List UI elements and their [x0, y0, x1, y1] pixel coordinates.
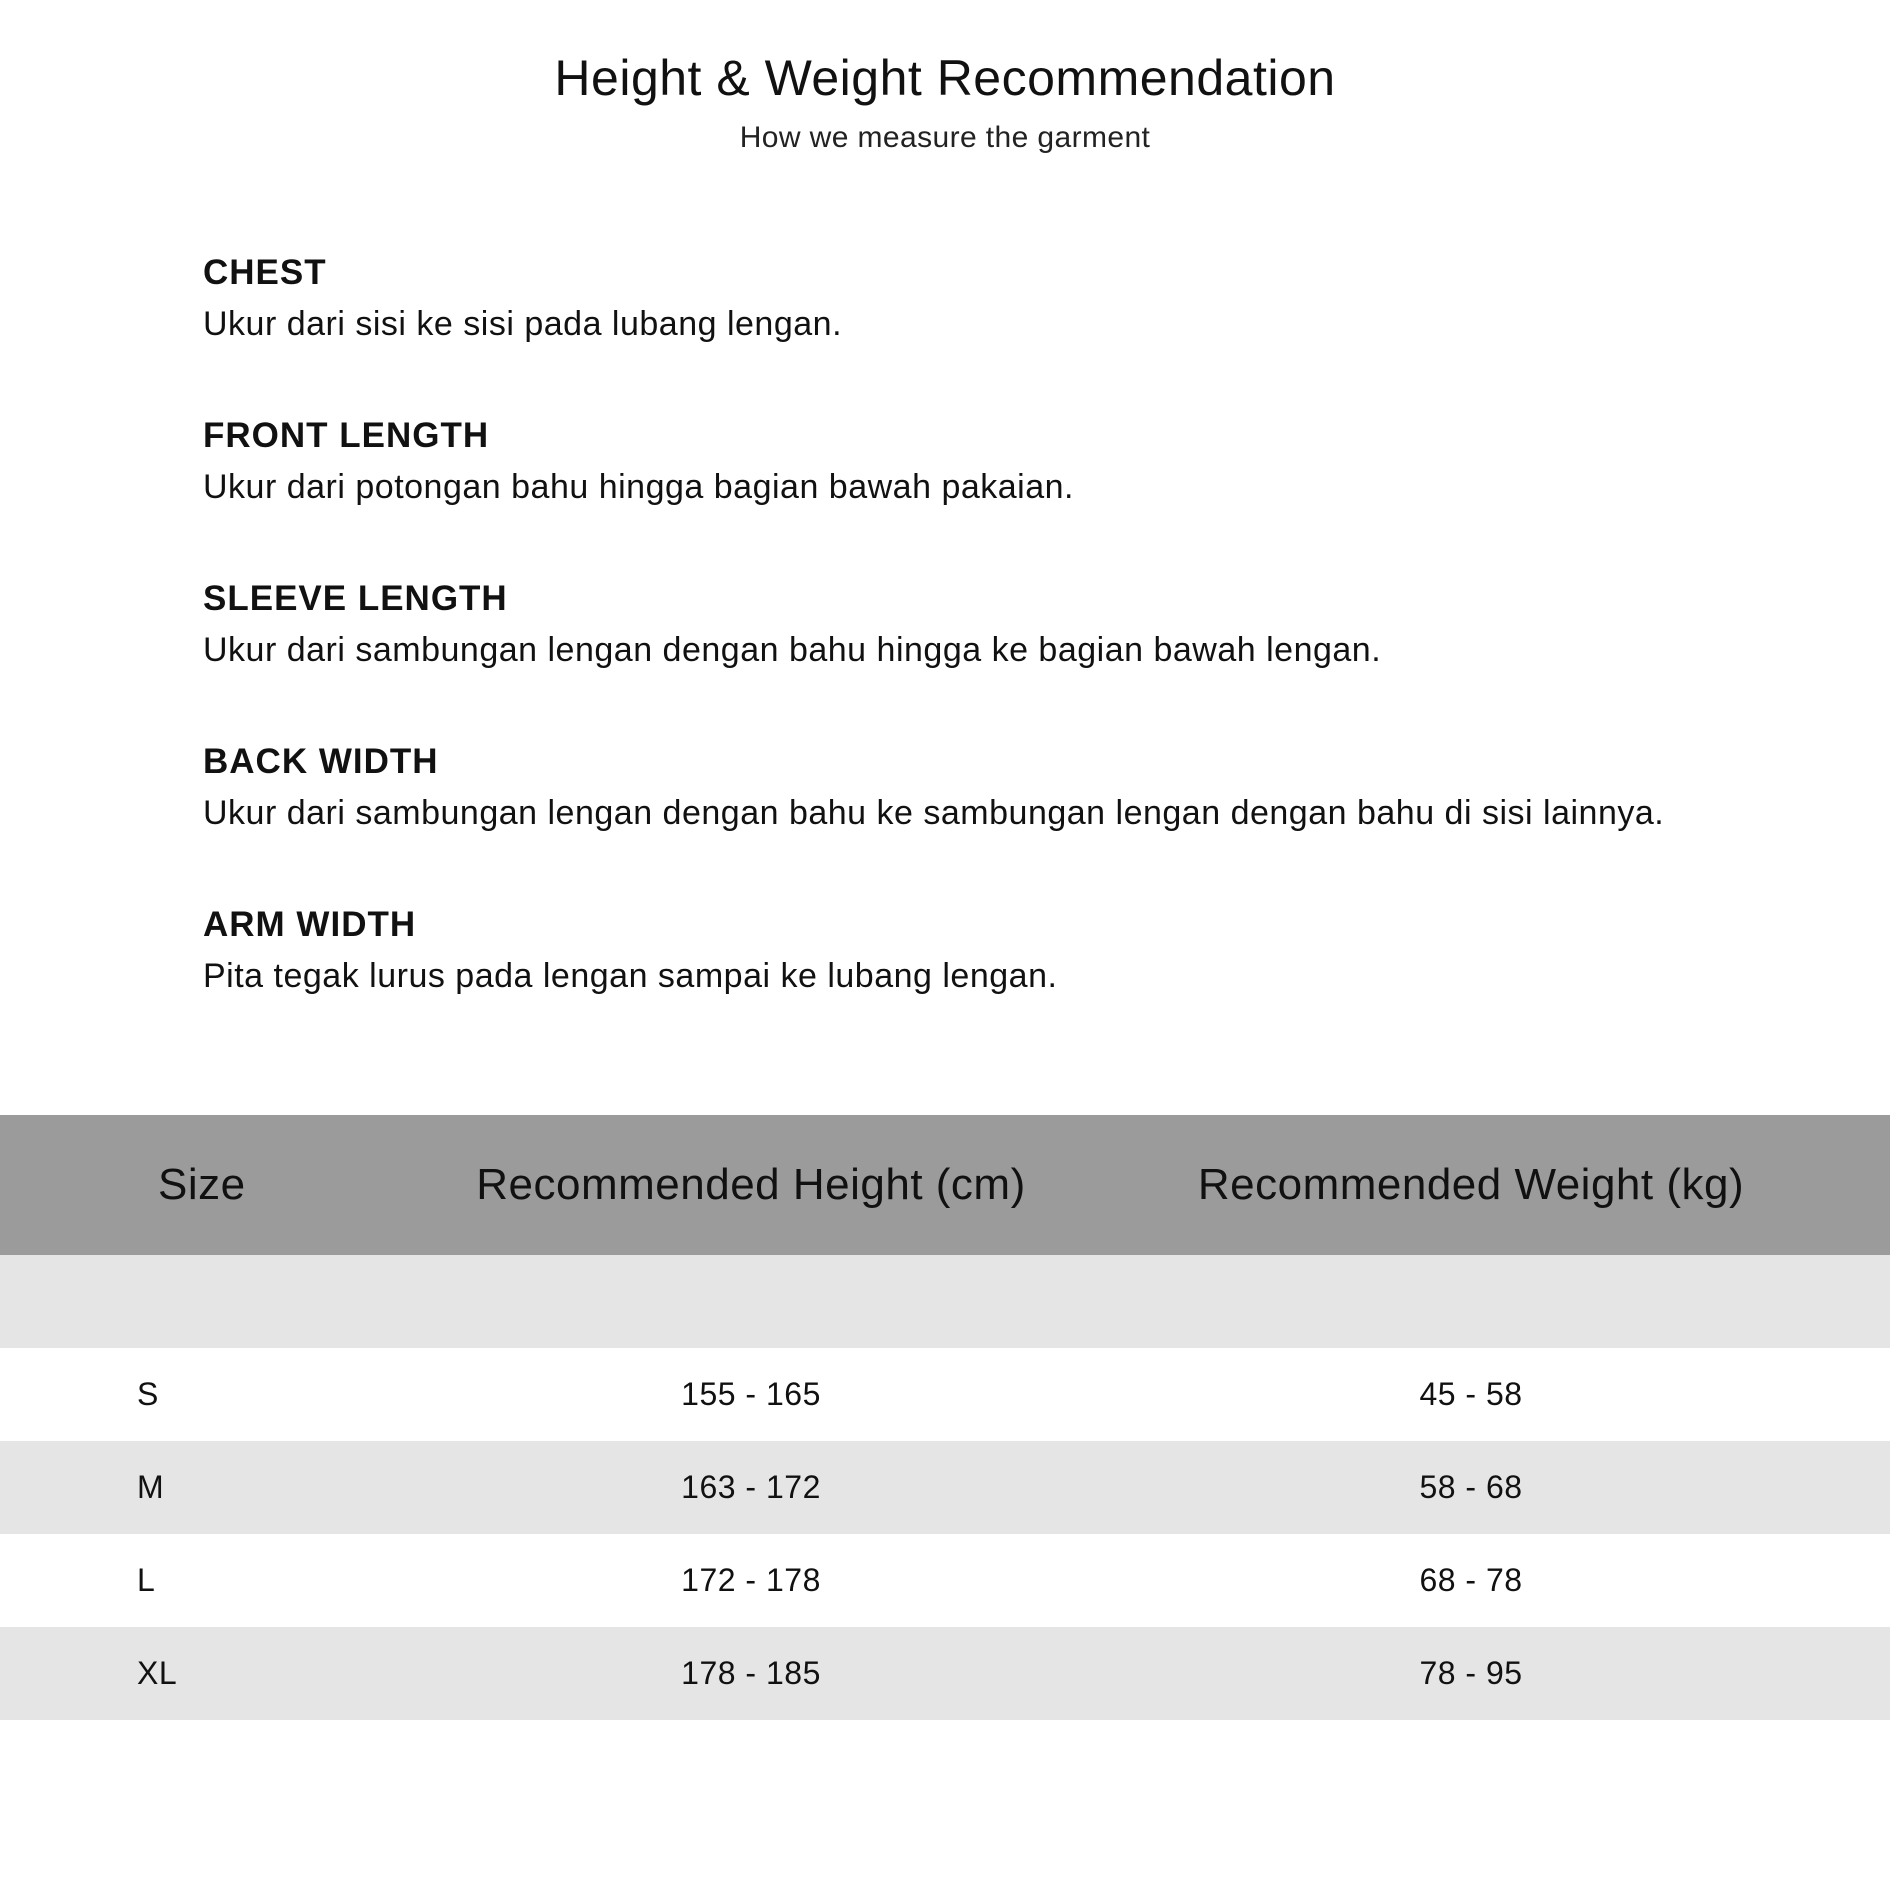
measurement-guide [203, 250, 1803, 1065]
measure-label: CHEST [203, 253, 327, 292]
height-cell: 172 - 178 [681, 1562, 821, 1598]
measure-description: Ukur dari potongan bahu hingga bagian bawah pakaian. [203, 468, 1074, 506]
table-row [0, 1348, 1890, 1441]
table-spacer-row [0, 1255, 1890, 1348]
measure-label: BACK WIDTH [203, 742, 439, 781]
measure-item-sleeve-length [203, 576, 1803, 739]
weight-cell: 45 - 58 [1419, 1376, 1523, 1412]
size-cell: S [137, 1376, 159, 1412]
size-cell: M [137, 1469, 165, 1505]
table-header-row [0, 1115, 1890, 1255]
weight-cell: 68 - 78 [1419, 1562, 1523, 1598]
measure-label: ARM WIDTH [203, 905, 417, 944]
page-title: Height & Weight Recommendation [554, 50, 1336, 106]
column-header-size: Size [158, 1160, 246, 1209]
table-row [0, 1534, 1890, 1627]
page-subtitle: How we measure the garment [739, 121, 1151, 154]
column-header-height: Recommended Height (cm) [476, 1160, 1026, 1209]
page-header [0, 48, 1890, 156]
measure-description: Ukur dari sambungan lengan dengan bahu hingga ke bagian bawah lengan. [203, 631, 1382, 669]
measure-item-arm-width [203, 902, 1803, 1065]
table-row [0, 1441, 1890, 1534]
measure-item-chest [203, 250, 1803, 413]
size-cell: XL [137, 1655, 178, 1691]
height-cell: 163 - 172 [681, 1469, 821, 1505]
column-header-weight: Recommended Weight (kg) [1197, 1160, 1745, 1209]
height-cell: 178 - 185 [681, 1655, 821, 1691]
measure-label: FRONT LENGTH [203, 416, 490, 455]
table-row [0, 1627, 1890, 1720]
size-table [0, 1115, 1890, 1720]
height-cell: 155 - 165 [681, 1376, 821, 1412]
measure-label: SLEEVE LENGTH [203, 579, 508, 618]
measure-description: Ukur dari sisi ke sisi pada lubang lengan. [203, 305, 843, 343]
size-cell: L [137, 1562, 156, 1598]
measure-description: Ukur dari sambungan lengan dengan bahu ke sambungan lengan dengan bahu di sisi lainnya. [203, 794, 1665, 832]
measure-item-back-width [203, 739, 1803, 902]
measure-item-front-length [203, 413, 1803, 576]
measure-description: Pita tegak lurus pada lengan sampai ke lubang lengan. [203, 957, 1058, 995]
weight-cell: 78 - 95 [1419, 1655, 1523, 1691]
weight-cell: 58 - 68 [1419, 1469, 1523, 1505]
